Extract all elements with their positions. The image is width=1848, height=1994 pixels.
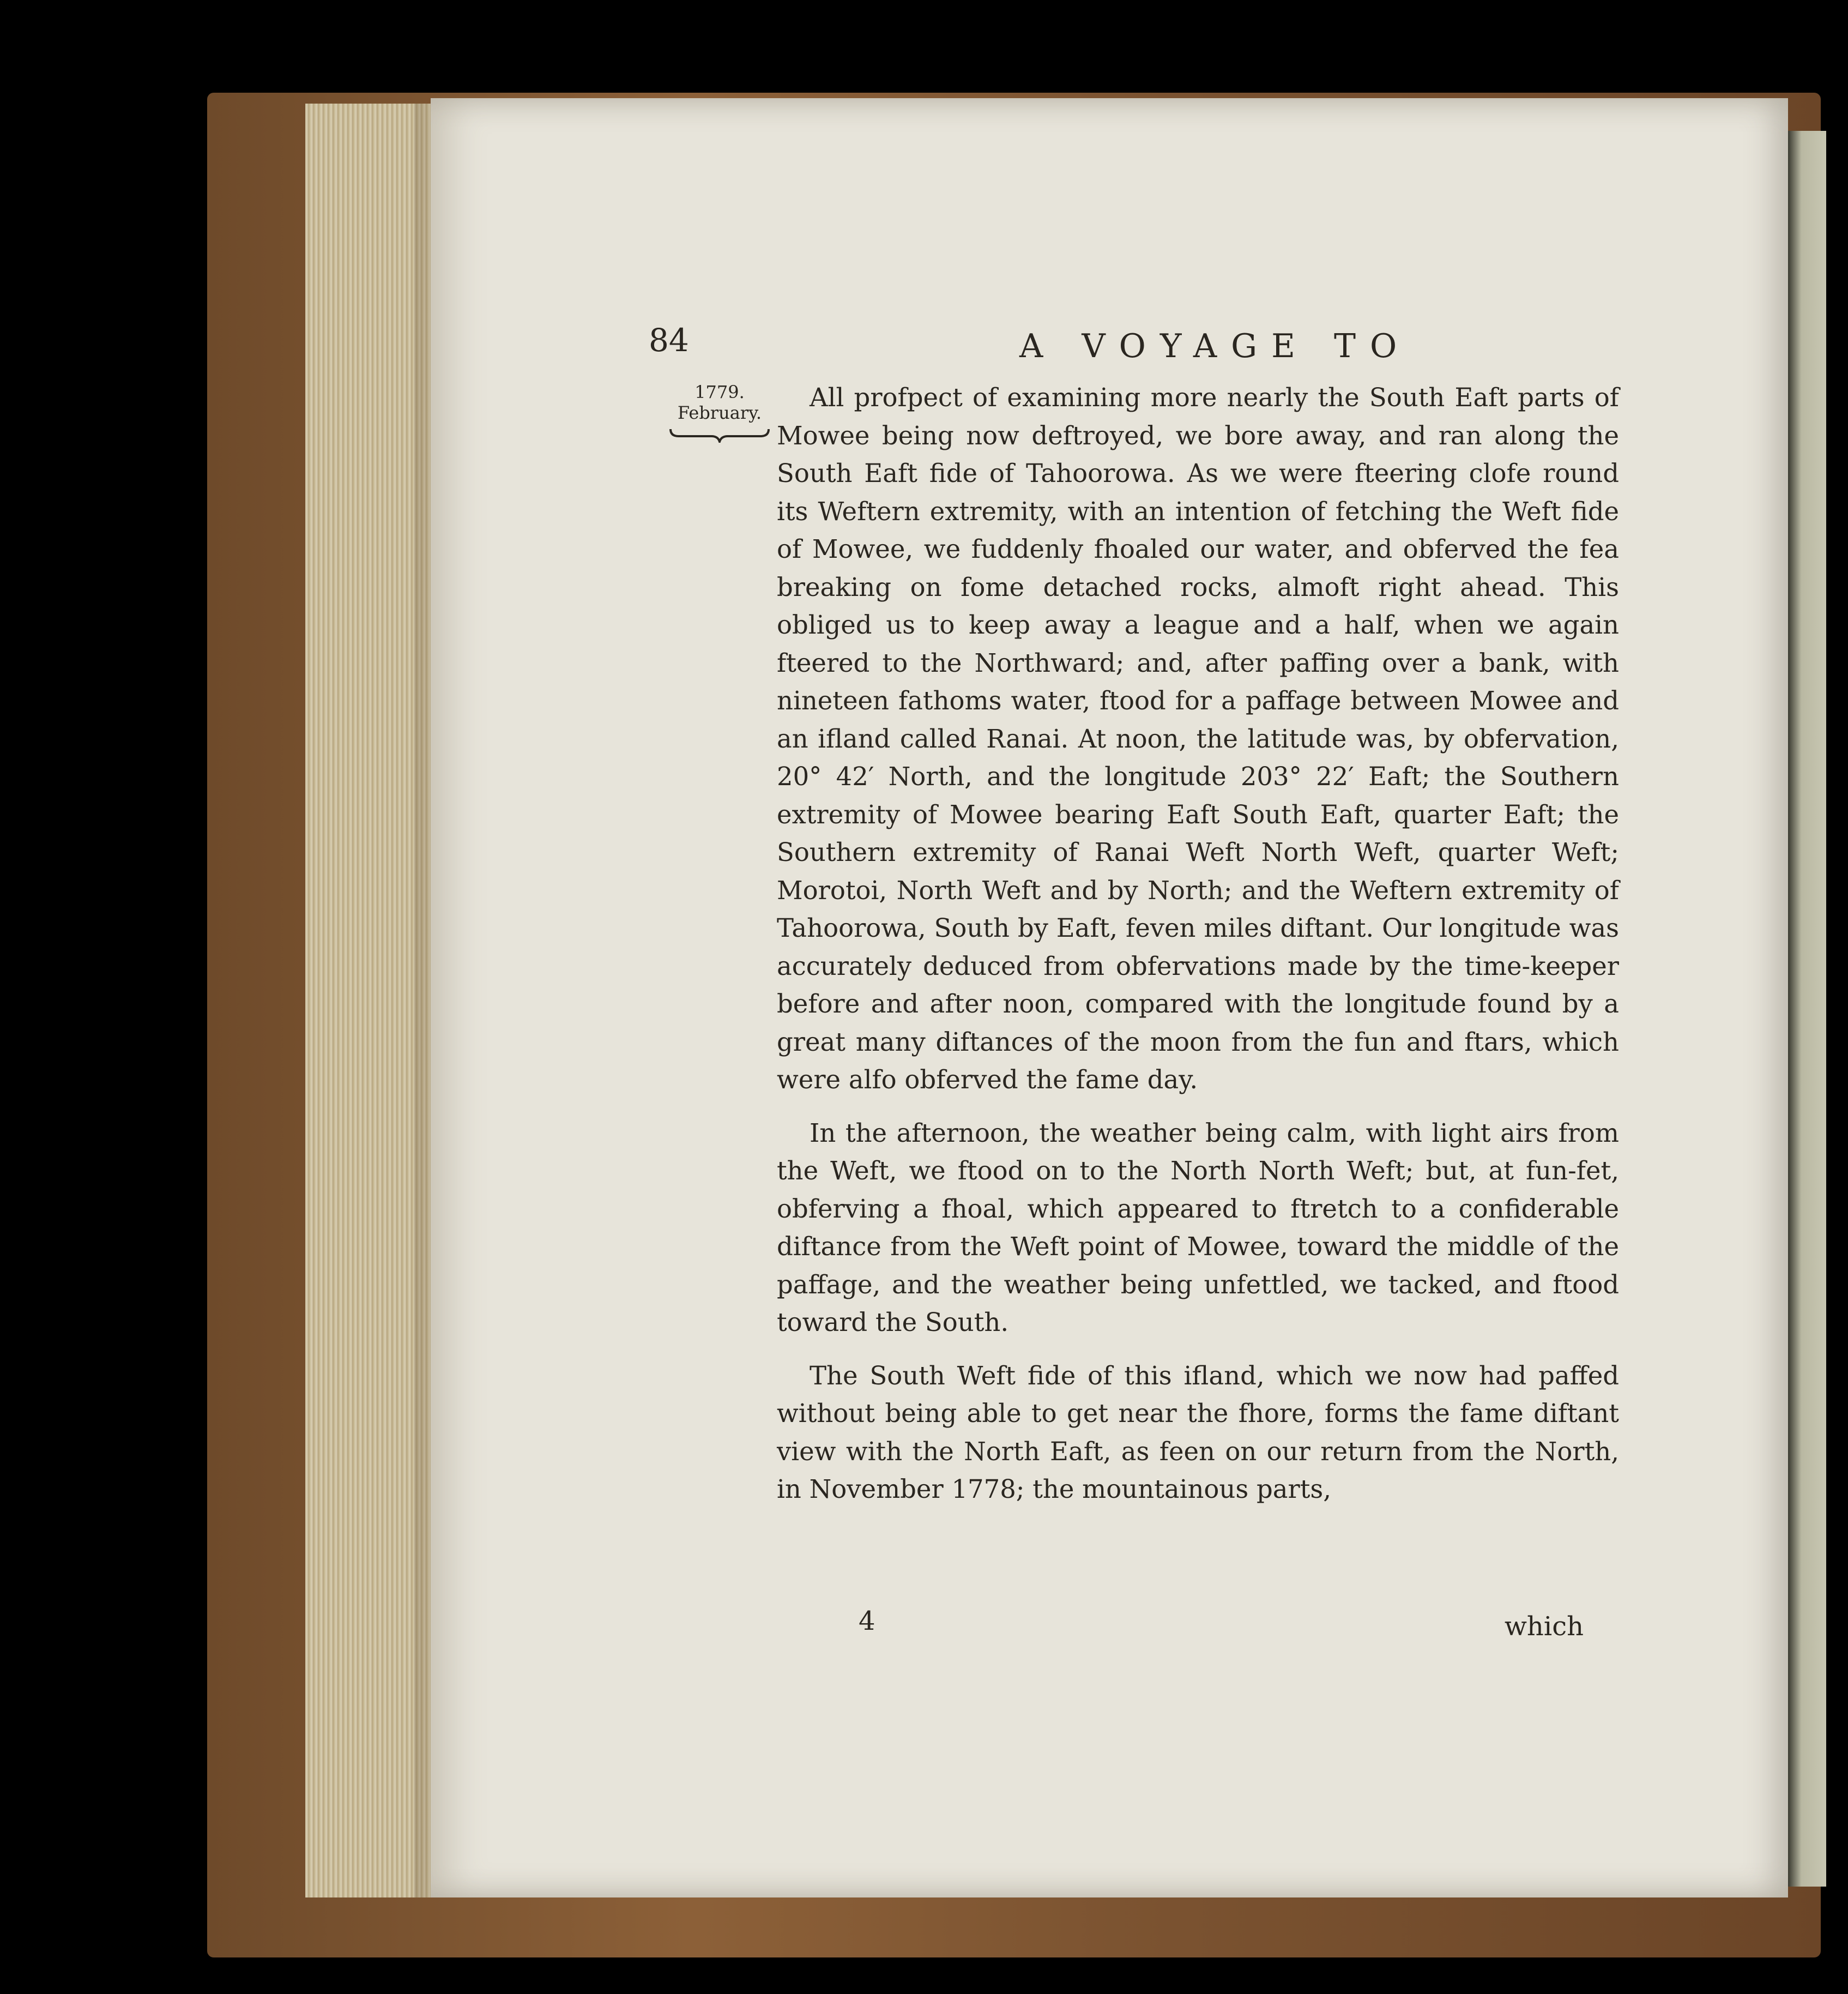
next-page-edge	[1788, 131, 1826, 1887]
signature-mark: 4	[859, 1606, 875, 1636]
brace-icon	[668, 426, 771, 443]
page-header	[649, 311, 1603, 382]
running-title: A VOYAGE TO	[1019, 327, 1411, 365]
catchword: which	[1504, 1611, 1584, 1642]
margin-note-year: 1779.	[694, 382, 745, 402]
margin-note	[665, 382, 774, 447]
paragraph-3: The South Weft fide of this ifland, which we now had paffed without being able to get near the fhore, forms the fame diftant view with the North Eaft, as feen on our return from the North, in November 1778; the mountainous parts,	[777, 1360, 1619, 1504]
paragraph-1: All profpect of examining more nearly the South Eaft parts of Mowee being now deftroyed, we bore away, and ran along the South Eaft fide of Tahoorowa. As we were fteering clofe round its Weftern extremity, with an intention of fetching the Weft fide of Mowee, we fuddenly fhoaled our water, and obferved the fea breaking on fome detached rocks, almoft right ahead. This obliged us to keep away a league and a half, when we again fteered to the Northward; and, after paffing over a bank, with nineteen fathoms water, ftood for a paffage between Mowee and an ifland called Ranai. At noon, the latitude was, by obfervation, 20° 42′ North, and the longitude 203° 22′ Eaft; the Southern extremity of Mowee bearing Eaft South Eaft, quarter Eaft; the Southern extremity of Ranai Weft North Weft, quarter Weft; Morotoi, North Weft and by North; and the Weftern extremity of Tahoorowa, South by Eaft, feven miles diftant. Our longitude was accurately deduced from obfervations made by the time-keeper before and after noon, compared with the longitude found by a great many diftances of the moon from the fun and ftars, which were alfo obferved the fame day.	[777, 383, 1619, 1094]
page-footer	[777, 1606, 1584, 1649]
body-text	[777, 379, 1619, 1509]
paragraph-2: In the afternoon, the weather being calm, with light airs from the Weft, we ftood on to the North North Weft; but, at fun-fet, obferving a fhoal, which appeared to ftretch to a confiderable diftance from the Weft point of Mowee, toward the middle of the paffage, and the weather being unfettled, we tacked, and ftood toward the South.	[777, 1118, 1619, 1337]
page-number: 84	[649, 322, 689, 359]
margin-note-month: February.	[677, 402, 762, 423]
